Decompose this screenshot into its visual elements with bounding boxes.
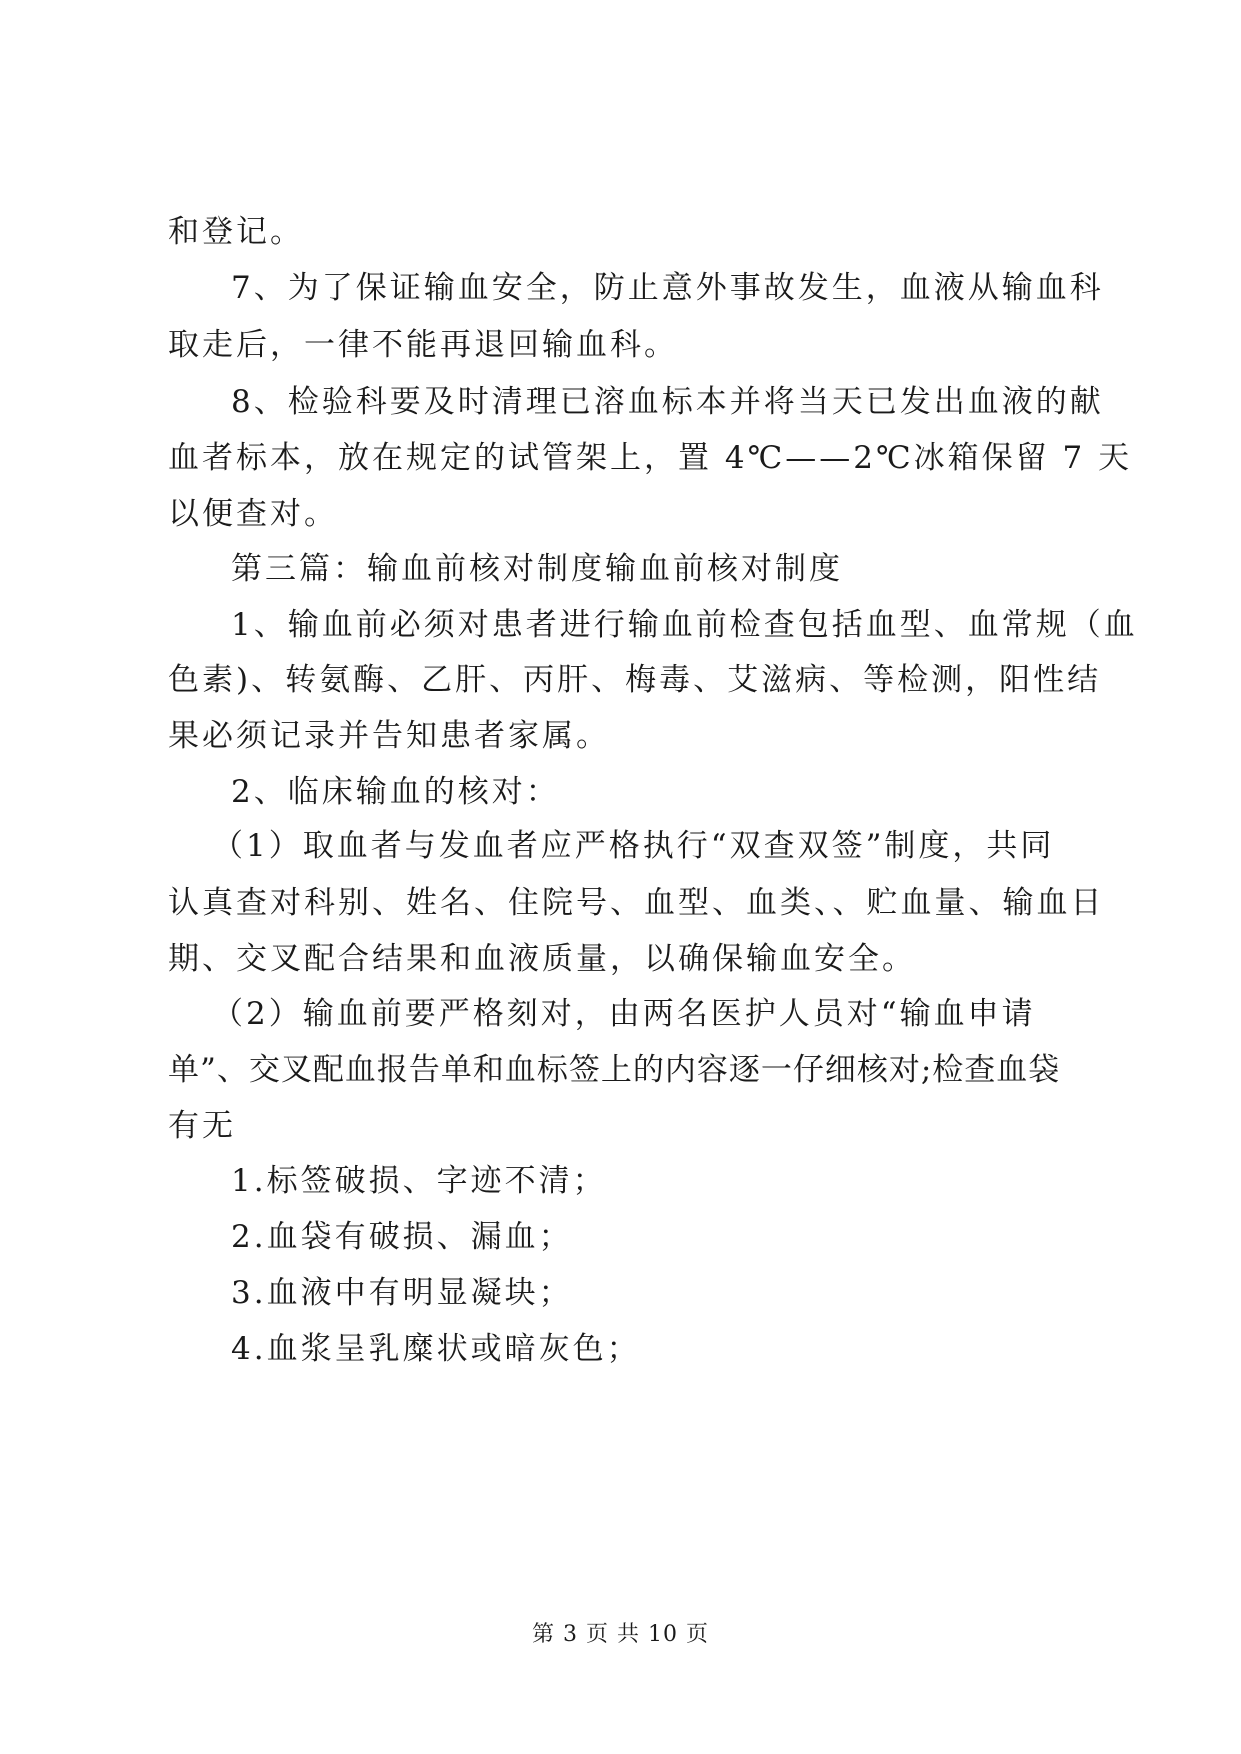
- paragraph-line: 2、临床输血的核对：: [231, 774, 560, 810]
- paragraph-line: 果必须记录并告知患者家属。: [168, 718, 610, 754]
- list-item: 2.血袋有破损、漏血；: [231, 1219, 573, 1255]
- paragraph-line: 认真查对科别、姓名、住院号、血型、血类、、贮血量、输血日: [168, 885, 1105, 921]
- paragraph-line: 期、交叉配合结果和血液质量，以确保输血安全。: [168, 941, 916, 977]
- paragraph-line: 7、为了保证输血安全，防止意外事故发生，血液从输血科: [231, 270, 1104, 306]
- paragraph-line: 8、检验科要及时清理已溶血标本并将当天已发出血液的献: [231, 384, 1104, 420]
- paragraph-line: 血者标本，放在规定的试管架上，置 4℃——2℃冰箱保留 7 天: [168, 440, 1133, 476]
- list-item: 4.血浆呈乳糜状或暗灰色；: [231, 1331, 641, 1367]
- page-footer: 第 3 页 共 10 页: [532, 1622, 709, 1647]
- list-item: 1.标签破损、字迹不清；: [231, 1163, 607, 1199]
- paragraph-line: 1、输血前必须对患者进行输血前检查包括血型、血常规（血: [231, 607, 1138, 643]
- paragraph-line: 和登记。: [168, 214, 304, 250]
- paragraph-line: （1）取血者与发血者应严格执行“双查双签”制度，共同: [212, 828, 1055, 864]
- paragraph-line: 以便查对。: [168, 496, 338, 532]
- section-heading: 第三篇：输血前核对制度输血前核对制度: [231, 551, 843, 587]
- paragraph-line: 有无: [168, 1108, 236, 1144]
- paragraph-line: 单”、交叉配血报告单和血标签上的内容逐一仔细核对;检查血袋: [168, 1052, 1061, 1088]
- paragraph-line: 色素)、转氨酶、乙肝、丙肝、梅毒、艾滋病、等检测，阳性结: [168, 662, 1102, 698]
- paragraph-line: 取走后，一律不能再退回输血科。: [168, 327, 678, 363]
- list-item: 3.血液中有明显凝块；: [231, 1275, 573, 1311]
- paragraph-line: （2）输血前要严格刻对，由两名医护人员对“输血申请: [212, 996, 1036, 1032]
